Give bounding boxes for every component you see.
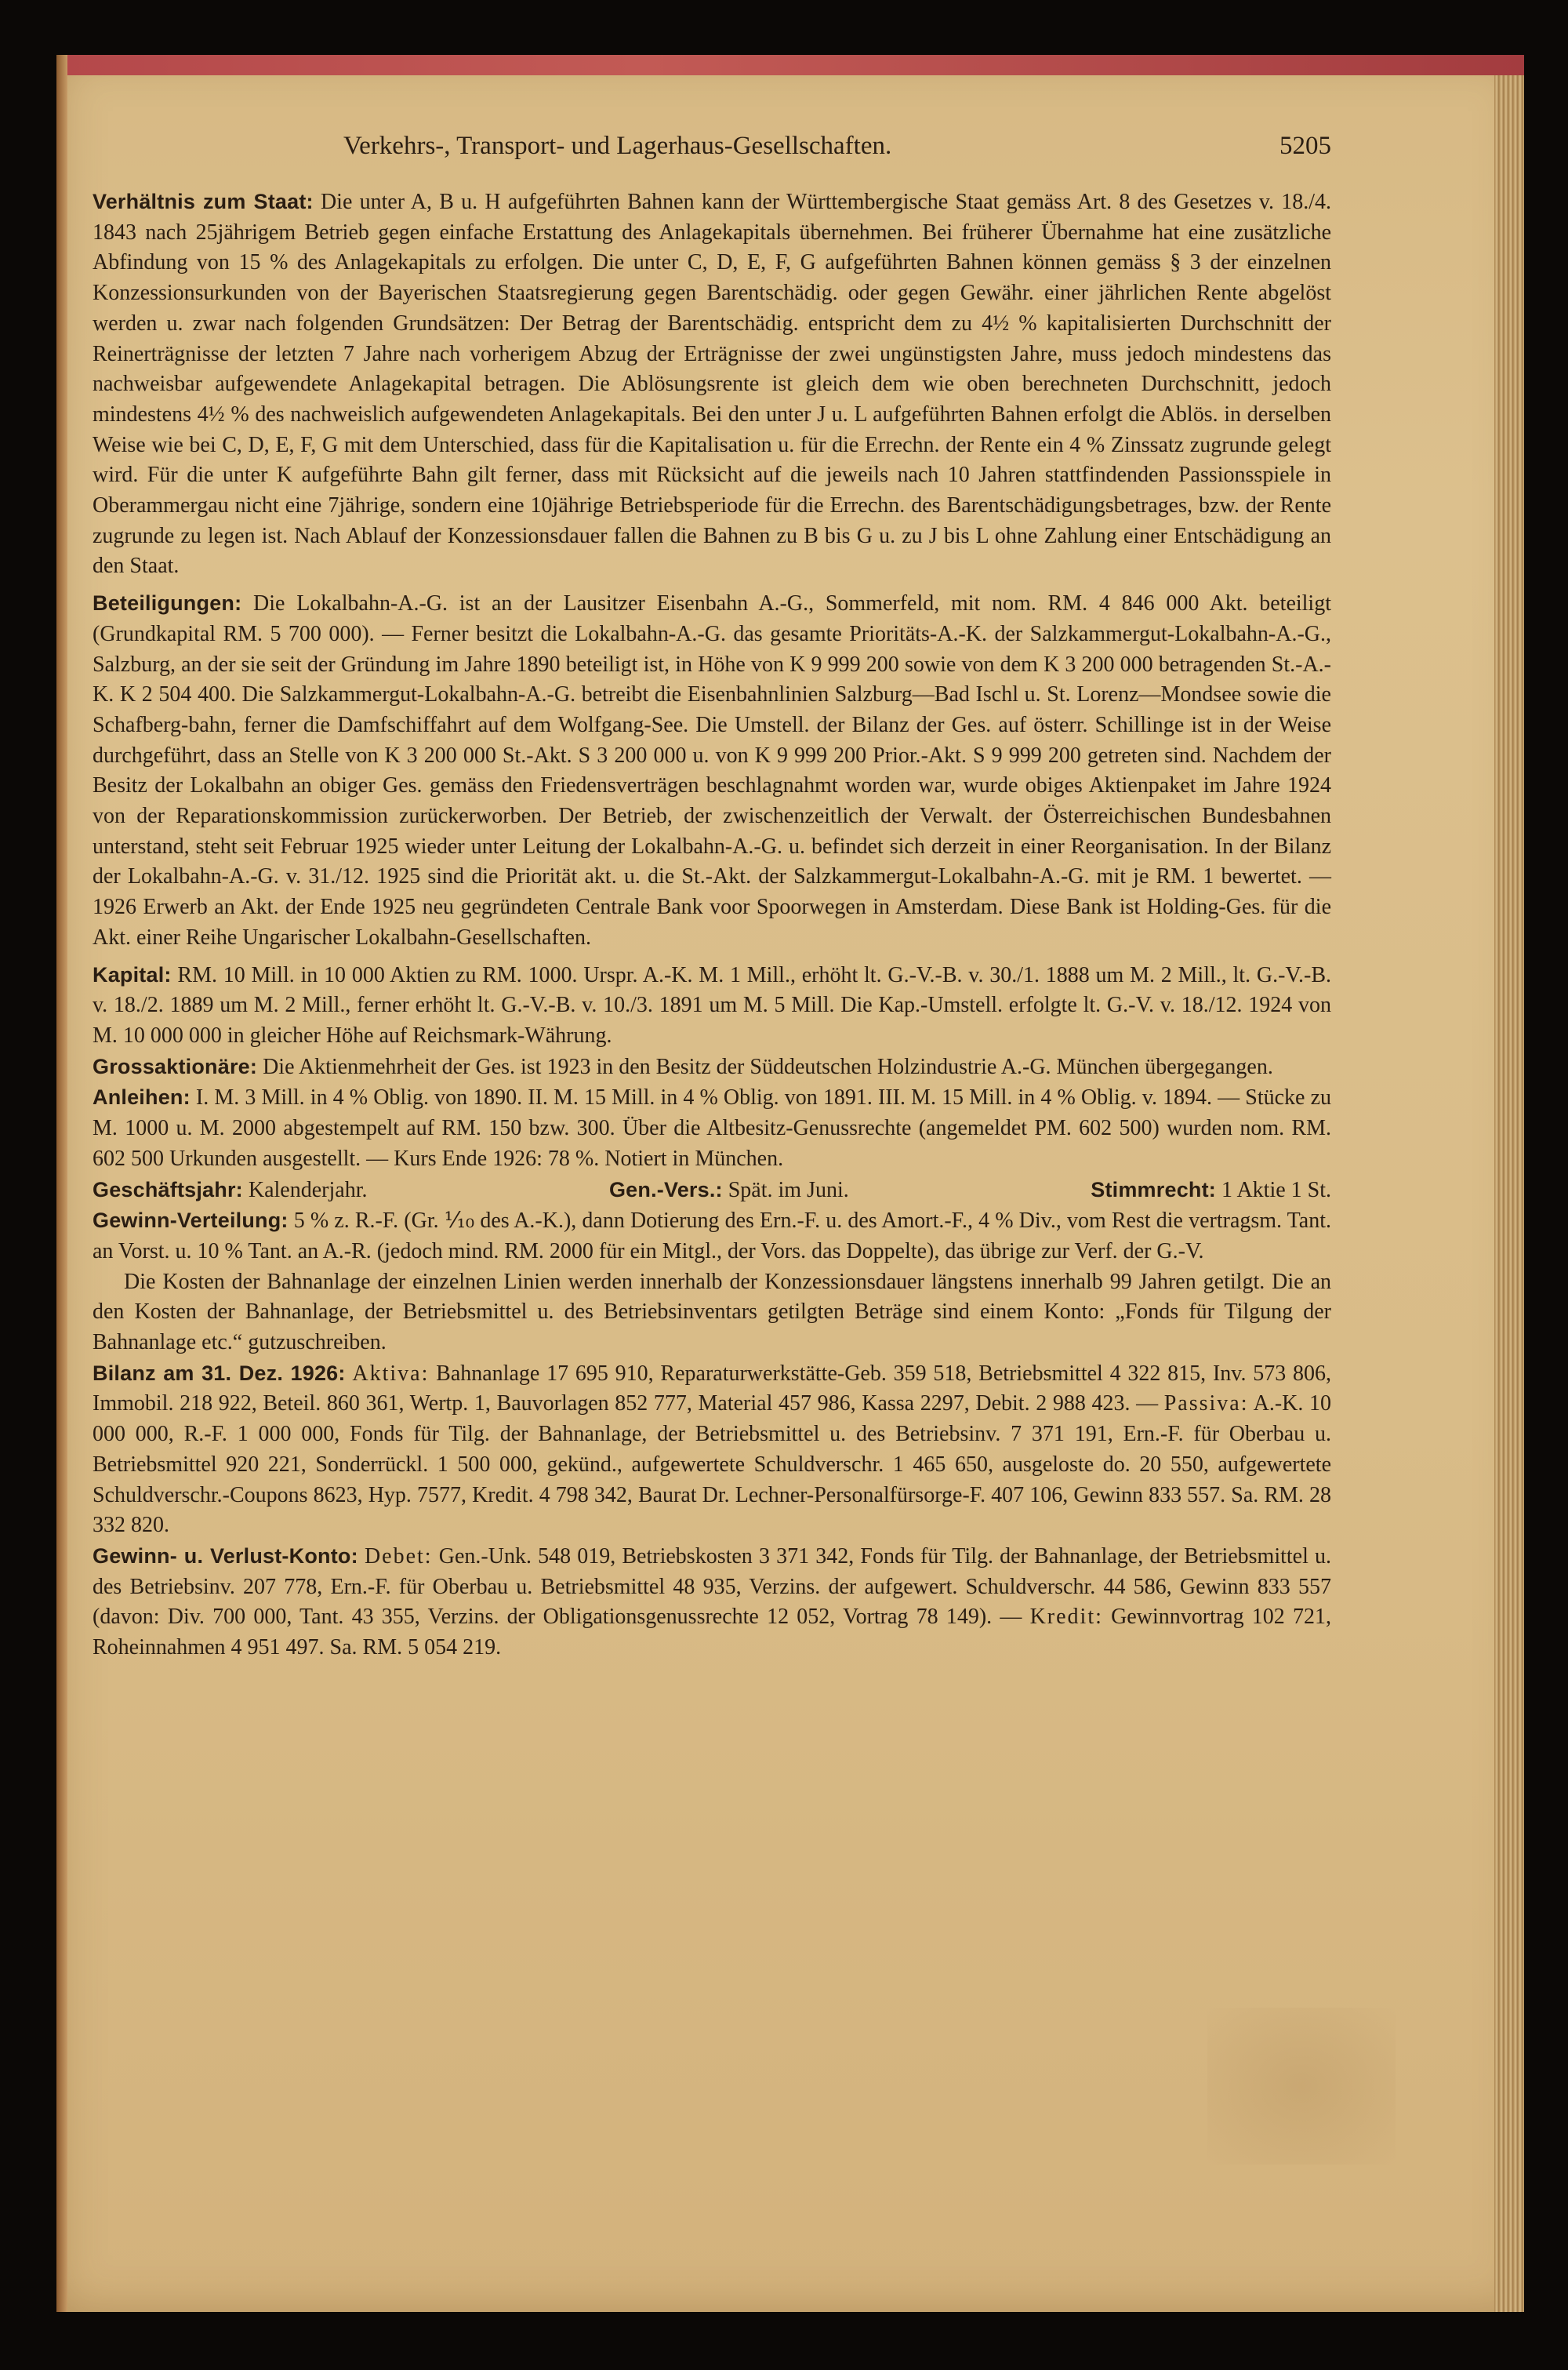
page-top-edge [56,55,1524,75]
section-text: Kalenderjahr. [248,1177,368,1202]
section-geschaeftsjahr [93,1175,1331,1206]
passiva-text: A.-K. 10 000 000, R.-F. 1 000 000, Fonds für Tilg. der Bahnanlage, der Betriebsmittel u. des Betriebsinv. 7 371 191, Ern.-F. für Oberbau u. Betriebsmittel 920 221, Sonderrückl. 1 500 000, gekünd., aufgewertete Schuldverschr. 1 465 650, ausgeloste do. 20 550, aufgewertete Schuldverschr.-Coupons 8623, Hyp. 7577, Kredit. 4 798 342, Baurat Dr. Lechner-Personalfürsorge-F. 407 106, Gewinn 833 557. Sa. RM. 28 332 820. [93,1391,1332,1538]
section-text: Spät. im Juni. [728,1177,849,1202]
section-lead: Verhältnis zum Staat: [93,190,314,213]
aktiva-label: Aktiva: [352,1361,430,1386]
aktiva-text: Bahnanlage 17 695 910, Reparaturwerkstätte-Geb. 359 518, Betriebsmittel 4 322 815, Inv. 573 806, Immobil. 218 922, Beteil. 860 361, Wertp. 1, Bauvorlagen 852 777, Material 457 986, Kassa 2297, Debit. 2 988 423. — [93,1361,1332,1416]
section-text: Die unter A, B u. H aufgeführten Bahnen kann der Württembergische Staat gemäss Art. 8 des Gesetzes v. 18./4. 1843 nach 25jährigem Betrieb gegen einfache Erstattung des Anlagekapitals übernehmen. Bei früherer Übernahme hat eine zusätzliche Abfindung von 15 % des Anlagekapitals zu erfolgen. Die unter C, D, E, F, G aufgeführten Bahnen können gemäss § 3 der einzelnen Konzessionsurkunden von der Bayerischen Staatsregierung gegen Barentschädig. oder gegen Gewähr. einer jährlichen Rente abgelöst werden u. zwar nach folgenden Grundsätzen: Der Betrag der Barentschädig. entspricht dem zu 4½ % kapitalisierten Durchschnitt der Reinerträgnisse der letzten 7 Jahre nach vorherigem Abzug der Erträgnisse der zwei ungünstigsten Jahre, muss jedoch mindestens das nachweisbar aufgewendete Anlagekapital betragen. Die Ablösungsrente ist gleich dem wie oben berechneten Durchschnitt, jedoch mindestens 4½ % des nachweislich aufgewendeten Anlagekapitals. Bei den unter J u. L aufgeführten Bahnen erfolgt die Ablös. in derselben Weise wie bei C, D, E, F, G mit dem Unterschied, dass für die Kapitalisation u. für die Errechn. der Rente ein 4 % Zinssatz zugrunde gelegt wird. Für die unter K aufgeführte Bahn gilt ferner, dass mit Rücksicht auf die jeweils nach 10 Jahren stattfindenden Passionsspiele in Oberammergau nicht eine 7jährige, sondern eine 10jährige Betriebsperiode für die Errechn. des Barentschädigungsbetrages, bzw. der Rente zugrunde zu legen ist. Nach Ablauf der Konzessionsdauer fallen die Bahnen zu B bis G u. zu J bis L ohne Zahlung einer Entschädigung an den Staat. [93,190,1331,579]
section-kapital [93,960,1331,1052]
section-gewinn-verlust-konto [93,1541,1331,1663]
stimmrecht-item [1091,1175,1331,1206]
kredit-text: Gewinnvortrag 102 721, Roheinnahmen 4 951 497. Sa. RM. 5 054 219. [93,1605,1331,1660]
debet-text: Gen.-Unk. 548 019, Betriebskosten 3 371 342, Fonds für Tilg. der Bahnanlage, der Betriebsmittel u. des Betriebsinv. 207 778, Ern.-F. für Oberbau u. Betriebsmittel 48 935, Verzins. der aufgewert. Schuldverschr. 44 586, Gewinn 833 557 (davon: Div. 700 000, Tant. 43 355, Verzins. der Obligationsgenussrechte 12 052, Vortrag 78 149). — [93,1543,1332,1630]
section-verhaeltnis-staat [93,187,1331,582]
section-lead: Gen.-Vers.: [608,1177,723,1201]
section-lead: Beteiligungen: [93,591,242,616]
debet-label: Debet: [364,1543,433,1568]
section-text: I. M. 3 Mill. in 4 % Oblig. von 1890. II. M. 15 Mill. in 4 % Oblig. von 1891. III. M. 15 Mill. in 4 % Oblig. v. 1894. — Stücke zu M. 1000 u. M. 2000 abgestempelt auf RM. 150 bzw. 300. Über die Altbesitz-Genussrechte (angemeldet PM. 602 500) wurden nom. RM. 602 500 Urkunden ausgestellt. — Kurs Ende 1926: 78 %. Notiert in München. [93,1085,1331,1171]
section-text: 5 % z. R.-F. (Gr. ⅒ des A.-K.), dann Dotierung des Ern.-F. u. des Amort.-F., 4 % Div., vom Rest die vertragsm. Tant. an Vorst. u. 10 % Tant. an A.-R. (jedoch mind. RM. 2000 für ein Mitgl., der Vors. das Doppelte), das übrige zur Verf. der G.-V. [93,1209,1332,1263]
passiva-label: Passiva: [1163,1391,1249,1416]
section-lead: Gewinn-Verteilung: [93,1209,289,1233]
section-bilanz [93,1358,1331,1541]
section-lead: Bilanz am 31. Dez. 1926: [93,1361,346,1385]
section-anleihen [93,1082,1331,1174]
gen-vers-item [609,1175,849,1206]
section-text: Die Lokalbahn-A.-G. ist an der Lausitzer Eisenbahn A.-G., Sommerfeld, mit nom. RM. 4 846 000 Akt. beteiligt (Grundkapital RM. 5 700 000). — Ferner besitzt die Lokalbahn-A.-G. das gesamte Prioritäts-A.-K. der Salzkammergut-Lokalbahn-A.-G., Salzburg, an der sie seit der Gründung im Jahre 1890 beteiligt ist, in Höhe von K 9 999 200 sowie von dem K 3 200 000 betragenden St.-A.-K. K 2 504 400. Die Salzkammergut-Lokalbahn-A.-G. betreibt die Eisenbahnlinien Salzburg—Bad Ischl u. St. Lorenz—Mondsee sowie die Schafberg-bahn, ferner die Damfschiffahrt auf dem Wolfgang-See. Die Umstell. der Bilanz der Ges. auf österr. Schillinge ist in der Weise durchgeführt, dass an Stelle von K 3 200 000 St.-Akt. S 3 200 000 u. von K 9 999 200 Prior.-Akt. S 9 999 200 getreten sind. Nachdem der Besitz der Lokalbahn an obiger Ges. gemäss den Friedensverträgen beschlagnahmt worden war, wurde obiges Aktienpaket im Jahre 1924 von der Reparationskommission zurückerworben. Der Betrieb, der zwischenzeitlich der Verwalt. der Österreichischen Bundesbahnen unterstand, steht seit Februar 1925 wieder unter Leitung der Lokalbahn-A.-G. u. befindet sich derzeit in einer Reorganisation. In der Bilanz der Lokalbahn-A.-G. v. 31./12. 1925 sind die Priorität akt. u. die St.-Akt. der Salzkammergut-Lokalbahn-A.-G. mit je RM. 1 bewertet. — 1926 Erwerb an Akt. der Ende 1925 neu gegründeten Centrale Bank voor Spoorwegen in Amsterdam. Diese Bank ist Holding-Ges. für die Akt. einer Reihe Ungarischer Lokalbahn-Gesellschaften. [93,591,1331,950]
section-beteiligungen [93,588,1331,953]
geschaeftsjahr-item [93,1175,367,1206]
page-right-edge [1494,75,1524,2312]
section-lead: Gewinn- u. Verlust-Konto: [93,1543,358,1568]
section-text: 1 Aktie 1 St. [1221,1177,1331,1202]
kredit-label: Kredit: [1029,1605,1103,1630]
section-lead: Anleihen: [93,1085,191,1110]
section-lead: Kapital: [93,962,172,987]
page-content [93,187,1331,1663]
section-lead: Stimmrecht: [1091,1177,1216,1201]
page-left-edge [56,55,67,2312]
section-kosten [93,1267,1331,1358]
section-gewinn-verteilung [93,1205,1331,1267]
section-text: Die Aktienmehrheit der Ges. ist 1923 in den Besitz der Süddeutschen Holzindustrie A.-G. München übergegangen. [263,1054,1273,1079]
section-text: Die Kosten der Bahnanlage der einzelnen Linien werden innerhalb der Konzessionsdauer längstens innerhalb 99 Jahren getilgt. Die an den Kosten der Bahnanlage, der Betriebsmittel u. des Betriebsinventars getilgten Beträge sind einem Konto: „Fonds für Tilgung der Bahnanlage etc.“ gutzuschreiben. [93,1269,1331,1355]
section-lead: Geschäftsjahr: [93,1177,243,1201]
running-header [93,132,1331,166]
section-text: RM. 10 Mill. in 10 000 Aktien zu RM. 1000. Urspr. A.-K. M. 1 Mill., erhöht lt. G.-V.-B. v. 30./1. 1888 um M. 2 Mill., lt. G.-V.-B. v. 18./2. 1889 um M. 2 Mill., ferner erhöht lt. G.-V.-B. v. 10./3. 1891 um M. 5 Mill. Die Kap.-Umstell. erfolgte lt. G.-V. v. 18./12. 1924 von M. 10 000 000 in gleicher Höhe auf Reichsmark-Währung. [93,962,1332,1048]
paper-stain [1207,2008,1396,2165]
header-title: Verkehrs-, Transport- und Lagerhaus-Gesellschaften. [343,132,892,160]
section-lead: Grossaktionäre: [93,1054,258,1078]
page-number: 5205 [1279,132,1331,160]
section-grossaktionaere [93,1052,1331,1083]
